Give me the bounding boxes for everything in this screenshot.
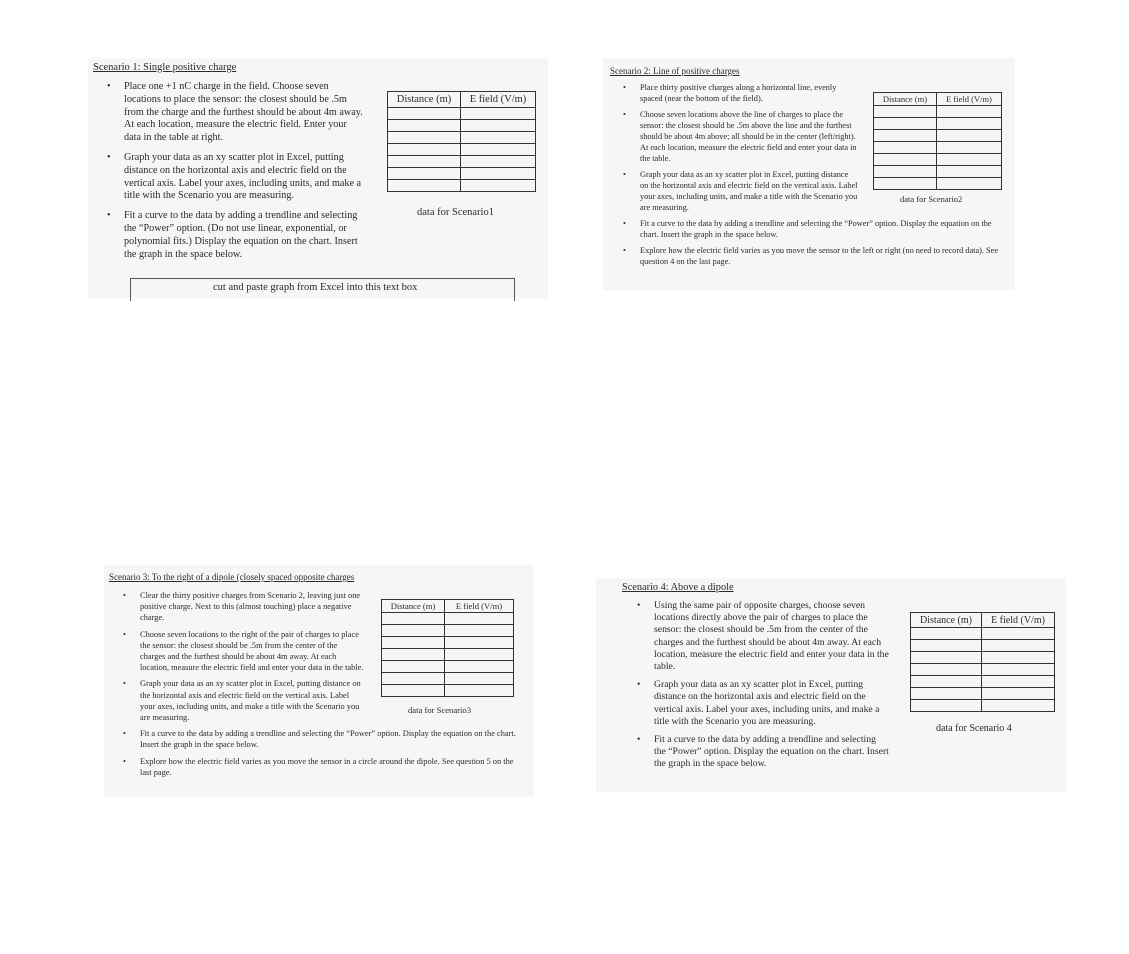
scenario-4-title: Scenario 4: Above a dipole: [622, 582, 734, 593]
table-cell[interactable]: [911, 688, 982, 700]
table-cell[interactable]: [911, 676, 982, 688]
table-cell[interactable]: [911, 652, 982, 664]
table-cell[interactable]: [382, 637, 445, 649]
table-cell[interactable]: [388, 144, 461, 156]
table-row: [911, 628, 1055, 640]
scenario-4-section: [596, 578, 1066, 792]
table-cell[interactable]: [982, 640, 1055, 652]
table-cell[interactable]: [982, 664, 1055, 676]
bullet-icon: •: [637, 679, 641, 691]
table-row: [388, 168, 536, 180]
column-header-e-field: E field (V/m): [937, 93, 1002, 106]
scenario-4-table-caption: data for Scenario 4: [936, 723, 1012, 734]
bullet-icon: •: [107, 151, 111, 163]
column-header-e-field: E field (V/m): [461, 92, 536, 108]
scenario-2-section: [603, 58, 1015, 290]
bullet-icon: •: [123, 679, 126, 689]
scenario-3-section: [104, 565, 534, 797]
table-cell[interactable]: [461, 156, 536, 168]
table-row: [388, 108, 536, 120]
table-cell[interactable]: [461, 180, 536, 192]
table-cell[interactable]: [982, 628, 1055, 640]
scenario-4-instructions: [637, 600, 890, 777]
table-cell[interactable]: [445, 625, 514, 637]
table-row: [874, 178, 1002, 190]
table-header-row: [911, 613, 1055, 628]
bullet-icon: •: [623, 83, 626, 92]
table-row: [874, 142, 1002, 154]
list-item: • Using the same pair of opposite charges, choose seven locations directly above the pair of charges to place the sensor: the closest should be .5m from the center of the charges and the furthest should be about 4m away. At each location, measure the electric field and enter your data in the table.: [637, 600, 889, 673]
list-item: • Fit a curve to the data by adding a trendline and selecting the “Power” option. Display the equation on the chart. Insert the graph in the space below.: [637, 734, 889, 770]
table-cell[interactable]: [382, 625, 445, 637]
bullet-icon: •: [123, 591, 126, 600]
table-cell[interactable]: [937, 130, 1002, 142]
list-item: • Place thirty positive charges along a horizontal line, evenly spaced (near the bottom of the field).: [623, 83, 837, 103]
table-cell[interactable]: [911, 664, 982, 676]
table-cell[interactable]: [461, 144, 536, 156]
table-cell[interactable]: [937, 106, 1002, 118]
bullet-icon: •: [637, 600, 641, 611]
bullet-icon: •: [623, 110, 626, 119]
table-cell[interactable]: [874, 166, 937, 178]
table-cell[interactable]: [445, 661, 514, 673]
column-header-e-field: E field (V/m): [445, 600, 514, 613]
table-cell[interactable]: [937, 166, 1002, 178]
table-cell[interactable]: [382, 685, 445, 697]
table-cell[interactable]: [874, 118, 937, 130]
table-cell[interactable]: [382, 673, 445, 685]
bullet-icon: •: [623, 246, 626, 255]
table-header-row: [874, 93, 1002, 106]
table-row: [911, 664, 1055, 676]
bullet-icon: •: [107, 210, 111, 222]
column-header-distance: Distance (m): [388, 92, 461, 108]
column-header-e-field: E field (V/m): [982, 613, 1055, 628]
scenario-1-data-table: [387, 91, 536, 192]
list-item: • Graph your data as an xy scatter plot in Excel, putting distance on the horizontal axis and electric field on the vertical axis. Label your axes, including units, and make a title with the Scenario you are measuring.: [637, 679, 880, 727]
table-cell[interactable]: [382, 661, 445, 673]
table-cell[interactable]: [937, 154, 1002, 166]
table-cell[interactable]: [445, 673, 514, 685]
scenario-2-title: Scenario 2: Line of positive charges: [610, 66, 740, 76]
table-cell[interactable]: [461, 168, 536, 180]
table-row: [874, 106, 1002, 118]
graph-paste-box-label: cut and paste graph from Excel into this text box: [213, 282, 418, 293]
column-header-distance: Distance (m): [382, 600, 445, 613]
scenario-2-table-caption: data for Scenario2: [900, 194, 963, 204]
scenario-1-instructions: [107, 81, 366, 268]
column-header-distance: Distance (m): [911, 613, 982, 628]
table-row: [382, 685, 514, 697]
table-cell[interactable]: [388, 108, 461, 120]
table-row: [388, 144, 536, 156]
scenario-1-section: [88, 58, 548, 298]
table-cell[interactable]: [937, 142, 1002, 154]
table-cell[interactable]: [937, 178, 1002, 190]
scenario-4-data-table: [910, 612, 1055, 712]
graph-paste-box[interactable]: [130, 278, 515, 301]
bullet-icon: •: [123, 729, 126, 739]
bullet-icon: •: [637, 734, 641, 746]
table-cell[interactable]: [982, 688, 1055, 700]
table-row: [388, 180, 536, 192]
table-cell[interactable]: [388, 156, 461, 168]
list-item: • Place one +1 nC charge in the field. Choose seven locations to place the sensor: the closest should be .5m from the charge and the furthest should be about 4m away. At each location, measure the electric field. Enter your data in the table at right.: [107, 81, 363, 144]
table-row: [382, 613, 514, 625]
table-cell[interactable]: [461, 120, 536, 132]
scenario-2-data-table: [873, 92, 1002, 190]
table-row: [382, 649, 514, 661]
table-cell[interactable]: [445, 613, 514, 625]
table-cell[interactable]: [937, 118, 1002, 130]
column-header-distance: Distance (m): [874, 93, 937, 106]
table-row: [382, 625, 514, 637]
table-row: [388, 156, 536, 168]
table-row: [388, 120, 536, 132]
list-item: • Choose seven locations above the line of charges to place the sensor: the closest should be .5m above the line and the furthest should be about 4m above; all should be in the center (left/right). At each location, measure the electric field and enter your data in the table.: [623, 110, 857, 163]
list-item: • Graph your data as an xy scatter plot in Excel, putting distance on the horizontal axis and electric field on the vertical axis. Label your axes, including units, and make a title with the Scenario you are measuring.: [123, 679, 361, 723]
bullet-icon: •: [107, 81, 111, 92]
bullet-icon: •: [123, 756, 126, 766]
table-row: [911, 652, 1055, 664]
table-cell[interactable]: [461, 132, 536, 144]
table-cell[interactable]: [445, 637, 514, 649]
scenario-1-table-caption: data for Scenario1: [417, 207, 494, 218]
table-row: [911, 700, 1055, 712]
table-cell[interactable]: [388, 132, 461, 144]
table-cell[interactable]: [874, 154, 937, 166]
table-cell[interactable]: [388, 168, 461, 180]
table-cell[interactable]: [911, 640, 982, 652]
scenario-1-title: Scenario 1: Single positive charge: [93, 62, 237, 73]
table-row: [911, 676, 1055, 688]
table-cell[interactable]: [911, 628, 982, 640]
table-cell[interactable]: [911, 700, 982, 712]
table-row: [874, 154, 1002, 166]
table-row: [911, 688, 1055, 700]
table-header-row: [388, 92, 536, 108]
table-cell[interactable]: [874, 178, 937, 190]
scenario-3-title: Scenario 3: To the right of a dipole (closely spaced opposite charges: [109, 572, 355, 582]
table-row: [874, 166, 1002, 178]
table-cell[interactable]: [874, 130, 937, 142]
table-cell[interactable]: [382, 649, 445, 661]
list-item: • Fit a curve to the data by adding a trendline and selecting the “Power” option. Display the equation on the chart. Insert the graph in the space below.: [123, 729, 516, 750]
table-row: [911, 640, 1055, 652]
table-cell[interactable]: [982, 676, 1055, 688]
bullet-icon: •: [623, 219, 626, 228]
table-row: [874, 130, 1002, 142]
table-header-row: [382, 600, 514, 613]
table-row: [382, 661, 514, 673]
table-cell[interactable]: [388, 180, 461, 192]
table-cell[interactable]: [874, 142, 937, 154]
list-item: • Explore how the electric field varies as you move the sensor to the left or right (no need to record data). See question 4 on the last page.: [623, 246, 999, 266]
table-row: [382, 637, 514, 649]
table-cell[interactable]: [982, 700, 1055, 712]
bullet-icon: •: [623, 170, 626, 179]
scenario-3-data-table: [381, 599, 514, 697]
list-item: • Clear the thirty positive charges from Scenario 2, leaving just one positive charge. Next to this (almost touching) place a negative charge.: [123, 591, 361, 623]
list-item: • Explore how the electric field varies as you move the sensor in a circle around the dipole. See question 5 on the last page.: [123, 756, 514, 777]
list-item: • Choose seven locations to the right of the pair of charges to place the sensor: the closest should be .5m from the center of the charges and the furthest should be about 4m away. At each location, measure the electric field and enter your data in the table.: [123, 629, 364, 673]
table-row: [382, 673, 514, 685]
table-cell[interactable]: [382, 613, 445, 625]
table-cell[interactable]: [445, 685, 514, 697]
scenario-3-table-caption: data for Scenario3: [408, 705, 471, 715]
table-cell[interactable]: [461, 108, 536, 120]
table-cell[interactable]: [445, 649, 514, 661]
table-cell[interactable]: [982, 652, 1055, 664]
list-item: • Graph your data as an xy scatter plot in Excel, putting distance on the horizontal axis and electric field on the vertical axis. Label your axes, including units, and make a title with the Scenario you are measuring.: [107, 151, 362, 202]
bullet-icon: •: [123, 629, 126, 639]
list-item: • Fit a curve to the data by adding a trendline and selecting the “Power” option. Display the equation on the chart. Insert the graph in the space below.: [623, 219, 992, 239]
list-item: • Graph your data as an xy scatter plot in Excel, putting distance on the horizontal axis and electric field on the vertical axis. Label your axes, including units, and make a title with the Scenario you are measuring.: [623, 170, 858, 212]
table-row: [874, 118, 1002, 130]
table-cell[interactable]: [874, 106, 937, 118]
table-row: [388, 132, 536, 144]
list-item: • Fit a curve to the data by adding a trendline and selecting the “Power” option. (Do not use linear, exponential, or polynomial fits.) Display the equation on the chart. Insert the graph in the space below.: [107, 210, 358, 260]
table-cell[interactable]: [388, 120, 461, 132]
